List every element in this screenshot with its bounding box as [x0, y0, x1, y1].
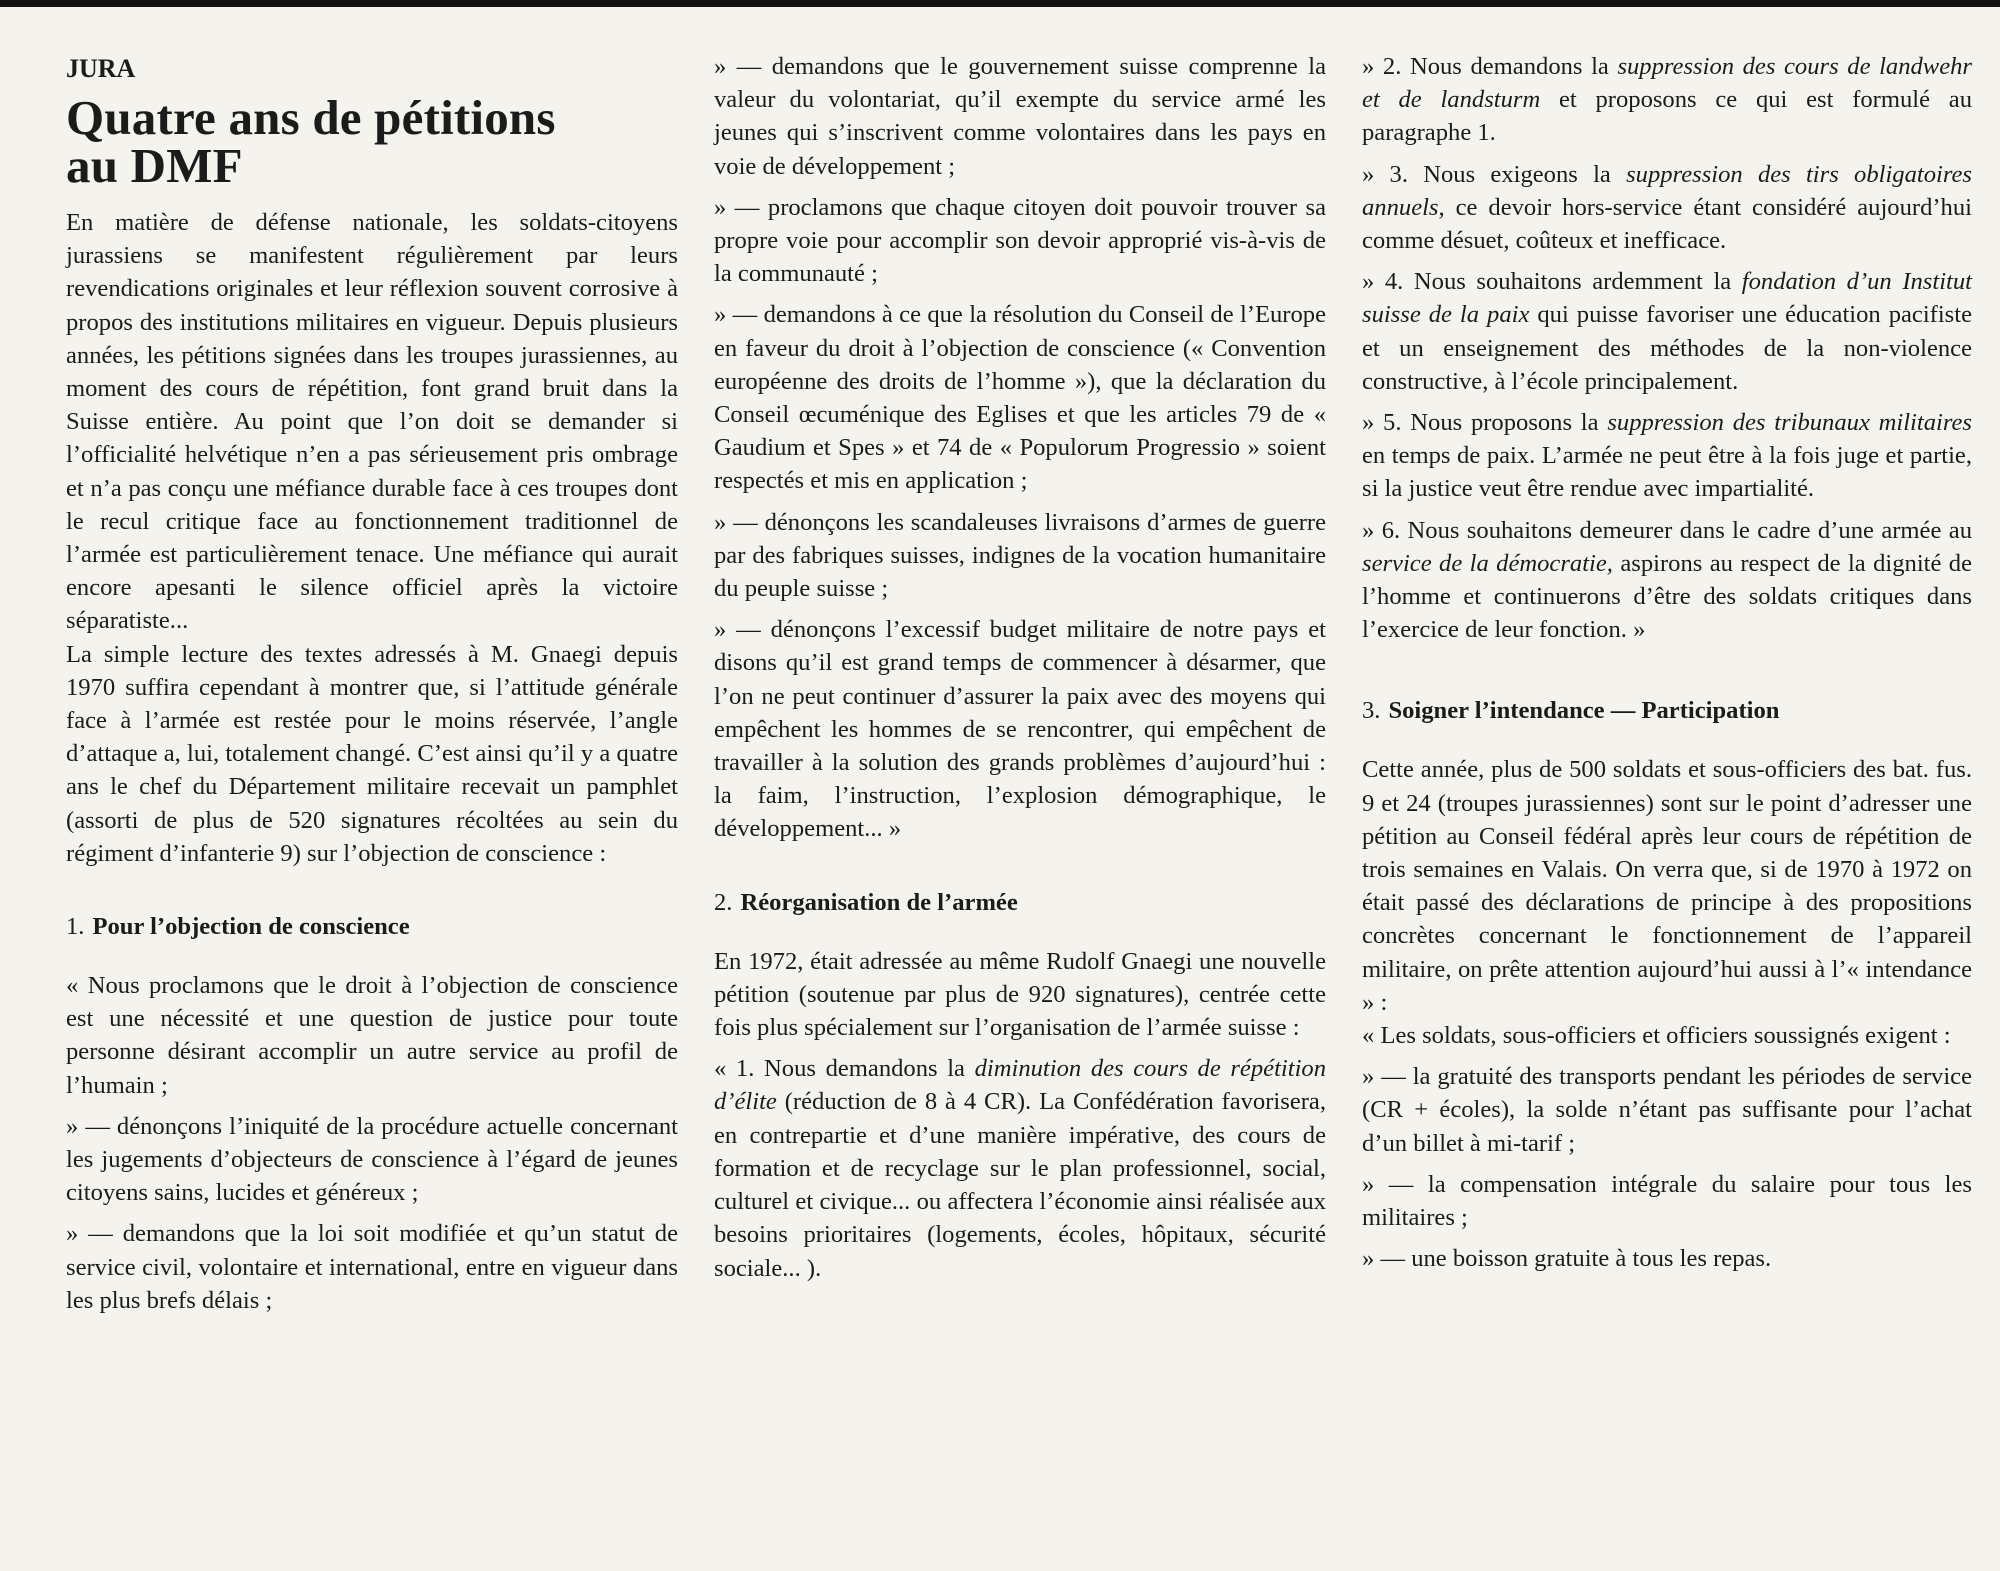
- section-3-heading: [1362, 694, 1972, 727]
- column-2: [714, 50, 1326, 1293]
- section-1-paragraph: « Nous proclamons que le droit à l’objection de conscience est une nécessité et une question de justice pour toute personne désirant accomplir un autre service au profil de l’humain ;: [66, 972, 678, 1099]
- section-1-title: Pour l’objection de conscience: [92, 913, 410, 941]
- section-3-title: Soigner l’intendance — Participation: [1388, 697, 1780, 725]
- emphasis: service de la démocratie,: [1362, 549, 1613, 577]
- emphasis: diminution des cours de répétition d’élite: [714, 1055, 1326, 1116]
- section-3-paragraph: » — la gratuité des transports pendant les périodes de service (CR + écoles), la solde n’étant pas suffisante pour l’achat d’un billet à mi-tarif ;: [1362, 1063, 1972, 1157]
- top-rule: [0, 0, 2000, 7]
- section-1-paragraph: » — proclamons que chaque citoyen doit pouvoir trouver sa propre voie pour accomplir son devoir approprié vis-à-vis de la communauté ;: [714, 193, 1326, 288]
- rubric: JURA: [66, 54, 136, 83]
- section-2-item: « 1. Nous demandons la diminution des cours de répétition d’élite (réduction de 8 à 4 CR). La Confédération favorisera, en contrepartie et d’une manière impérative, des cours de formation et de recyclage sur le plan professionnel, social, culturel et civique... ou affectera l’économie ainsi réalisée aux besoins prioritaires (logements, écoles, hôpitaux, sécurité sociale... ).: [714, 1055, 1326, 1282]
- section-2-item: » 2. Nous demandons la suppression des cours de landwehr et de landsturm et proposons ce qui est formulé au paragraphe 1.: [1362, 53, 1973, 147]
- emphasis: suppression des tribunaux militaires: [1607, 409, 1972, 437]
- section-3-intro: Cette année, plus de 500 soldats et sous-officiers des bat. fus. 9 et 24 (troupes jurassiennes) sont sur le point d’adresser une pétition au Conseil fédéral après leur cours de répétition de trois semaines en Valais. On verra que, si de 1970 à 1972 on était passé des déclarations de principe à des propositions concrètes concernant le fonctionnement de l’appareil militaire, on prête attention aujourd’hui aussi à l’« intendance » :: [1362, 756, 1972, 1016]
- section-2-intro: En 1972, était adressée au même Rudolf Gnaegi une nouvelle pétition (soutenue par plus de 920 signatures), centrée cette fois plus spécialement sur l’organisation de l’armée suisse :: [714, 947, 1326, 1042]
- section-2-item: » 5. Nous proposons la suppression des tribunaux militaires en temps de paix. L’armée ne peut être à la fois juge et partie, si la justice veut être rendue avec impartialité.: [1362, 409, 1972, 503]
- section-1-paragraph: » — dénonçons l’iniquité de la procédure actuelle concernant les jugements d’objecteurs de conscience à l’égard de jeunes citoyens sains, lucides et généreux ;: [66, 1112, 678, 1207]
- section-1-paragraph: » — demandons que la loi soit modifiée et qu’un statut de service civil, volontaire et international, entre en vigueur dans les plus brefs délais ;: [66, 1220, 678, 1314]
- section-2-item: » 4. Nous souhaitons ardemment la fondation d’un Institut suisse de la paix qui puisse favoriser une éducation pacifiste et un enseignement des méthodes de la non-violence constructive, à l’école principalement.: [1362, 268, 1973, 395]
- emphasis: fondation d’un Institut suisse de la paix: [1362, 268, 1973, 329]
- section-2-number: 2.: [714, 888, 733, 916]
- section-2-title: Réorganisation de l’armée: [740, 888, 1018, 916]
- intro-paragraph-1: En matière de défense nationale, les soldats-citoyens jurassiens se manifestent régulièrement par leurs revendications originales et leur réflexion souvent corrosive à propos des institutions militaires en vigueur. Depuis plusieurs années, les pétitions signées dans les troupes jurassiennes, au moment des cours de répétition, font grand bruit dans la Suisse entière. Au point que l’on doit se demander si l’officialité helvétique n’en a pas sérieusement pris ombrage et n’a pas conçu une méfiance durable face à ces troupes dont le recul critique face au fonctionnement traditionnel de l’armée est particulièrement tenace. Une méfiance qui aurait encore apesanti le silence officiel après la victoire séparatiste...: [66, 209, 678, 635]
- column-3: [1362, 50, 1972, 1284]
- emphasis: suppression des tirs obligatoires annuels,: [1362, 160, 1972, 221]
- section-2-heading: [714, 886, 1326, 919]
- section-3-number: 3.: [1362, 697, 1381, 725]
- title-line-1: Quatre ans de pétitions: [66, 90, 556, 145]
- emphasis: suppression des cours de landwehr et de landsturm: [1362, 53, 1972, 114]
- article-title: [66, 90, 678, 193]
- section-2-item: » 3. Nous exigeons la suppression des tirs obligatoires annuels, ce devoir hors-service étant considéré aujourd’hui comme désuet, coûteux et inefficace.: [1362, 160, 1972, 255]
- section-1-number: 1.: [66, 913, 85, 941]
- title-line-2: au DMF: [66, 138, 243, 193]
- section-1-paragraph: » — demandons à ce que la résolution du Conseil de l’Europe en faveur du droit à l’objection de conscience (« Convention européenne des droits de l’homme »), que la déclaration du Conseil œcuménique des Eglises et que les articles 79 de « Gaudium et Spes » et 74 de « Populorum Progressio » soient respectés et mis en application ;: [714, 301, 1326, 495]
- section-3-paragraph: » — une boisson gratuite à tous les repas.: [1362, 1245, 1772, 1273]
- section-1-paragraph: » — dénonçons les scandaleuses livraisons d’armes de guerre par des fabriques suisses, indignes de la vocation humanitaire du peuple suisse ;: [714, 508, 1326, 603]
- section-2-item: » 6. Nous souhaitons demeurer dans le cadre d’une armée au service de la démocratie, aspirons au respect de la dignité de l’homme et continuerons d’être des soldats critiques dans l’exercice de leur fonction. »: [1362, 516, 1973, 644]
- section-3-paragraph: » — la compensation intégrale du salaire pour tous les militaires ;: [1362, 1170, 1972, 1232]
- section-1-paragraph: » — demandons que le gouvernement suisse comprenne la valeur du volontariat, qu’il exempte du service armé les jeunes qui s’inscrivent comme volontaires dans les pays en voie de développement ;: [714, 53, 1326, 180]
- section-1-paragraph: » — dénonçons l’excessif budget militaire de notre pays et disons qu’il est grand temps de commencer à désarmer, que l’on ne peut continuer d’assurer la paix avec des moyens qui empêchent les hommes de se rencontrer, qui empêchent de travailler à la solution des grands problèmes d’aujourd’hui : la faim, l’instruction, l’explosion démographique, le développement... »: [714, 616, 1326, 843]
- section-1-heading: [66, 910, 678, 943]
- column-1: [66, 50, 678, 1325]
- section-3-paragraph: « Les soldats, sous-officiers et officiers soussignés exigent :: [1362, 1022, 1951, 1050]
- intro-paragraph-2: La simple lecture des textes adressés à M. Gnaegi depuis 1970 suffira cependant à montrer que, si l’attitude générale face à l’armée est restée pour le moins réservée, l’angle d’attaque a, lui, totalement changé. C’est ainsi qu’il y a quatre ans le chef du Département militaire recevait un pamphlet (assorti de plus de 520 signatures récoltées au sein du régiment d’infanterie 9) sur l’objection de conscience :: [66, 640, 678, 867]
